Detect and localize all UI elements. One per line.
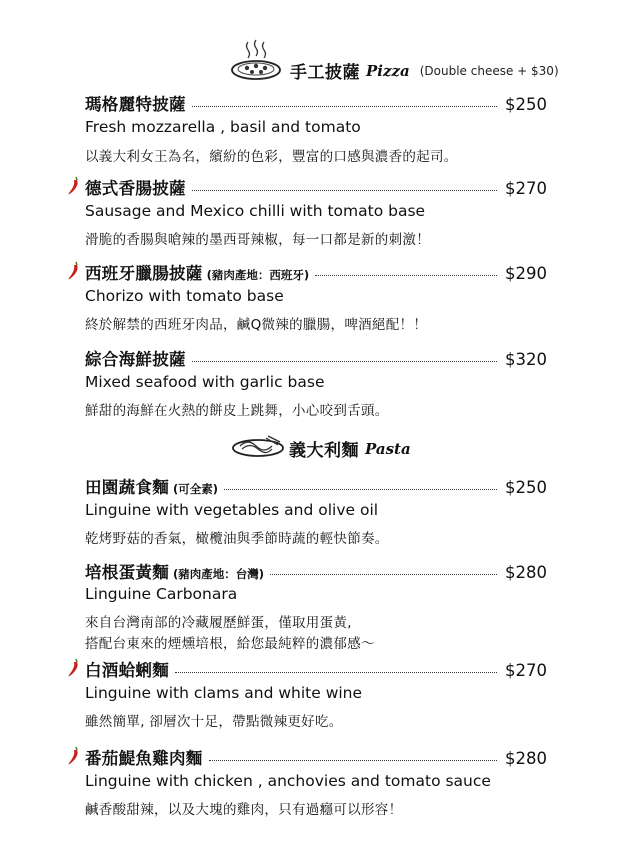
menu-item-line [85, 346, 547, 370]
pasta-title-en: Pasta [365, 439, 411, 458]
item-description-en: Sausage and Mexico chilli with tomato base [85, 202, 426, 220]
item-description-en: Linguine with chicken , anchovies and tomato sauce [85, 772, 491, 790]
item-description-cn: 鹹香酸甜辣，以及大塊的雞肉，只有過癮可以形容！ [85, 802, 403, 818]
item-description-cn: 鮮甜的海鮮在火熱的餅皮上跳舞，小心咬到舌頭。 [85, 403, 389, 419]
item-price: $280 [505, 563, 547, 582]
item-price: $290 [505, 264, 547, 283]
item-description-en: Mixed seafood with garlic base [85, 373, 325, 391]
pizza-icon [228, 38, 284, 82]
dot-leader [192, 106, 497, 107]
dot-leader [192, 190, 497, 191]
item-name: 德式香腸披薩 [85, 179, 186, 198]
dot-leader [192, 361, 497, 362]
pizza-title-cn: 手工披薩 [290, 63, 360, 83]
item-name: 綜合海鮮披薩 [85, 350, 186, 369]
item-description-en: Linguine with clams and white wine [85, 684, 363, 702]
item-note: (豬肉產地：西班牙) [206, 268, 310, 282]
item-description-en: Chorizo with tomato base [85, 287, 284, 305]
pasta-title-cn: 義大利麵 [289, 441, 359, 461]
item-name: 西班牙臘腸披薩 [85, 264, 203, 283]
item-price: $270 [505, 179, 547, 198]
chili-icon [66, 261, 80, 281]
item-price: $250 [505, 478, 547, 497]
dot-leader [224, 489, 497, 490]
item-name: 白酒蛤蜊麵 [85, 661, 169, 680]
menu-item-line [85, 745, 547, 769]
menu-item-line [85, 657, 547, 681]
item-price: $270 [505, 661, 547, 680]
item-price: $320 [505, 350, 547, 369]
pizza-title-en: Pizza [366, 61, 410, 80]
item-name: 培根蛋黃麵 [85, 563, 169, 582]
dot-leader [209, 760, 497, 761]
menu-item-line [85, 474, 547, 498]
dot-leader [315, 275, 497, 276]
item-description-cn: 雖然簡單, 卻層次十足，帶點微辣更好吃。 [85, 714, 343, 730]
pizza-section-header [290, 58, 559, 83]
menu-item-line [85, 91, 547, 115]
chili-icon [66, 658, 80, 678]
item-note: (可全素) [173, 482, 219, 496]
menu-item-line [85, 559, 547, 583]
item-description-cn: 以義大利女王為名，繽紛的色彩，豐富的口感與濃香的起司。 [85, 149, 458, 165]
chili-icon [66, 176, 80, 196]
menu-item-line [85, 260, 547, 284]
item-price: $280 [505, 749, 547, 768]
item-description-cn: 乾烤野菇的香氣，橄欖油與季節時蔬的輕快節奏。 [85, 531, 389, 547]
item-price: $250 [505, 95, 547, 114]
item-description-en: Linguine Carbonara [85, 585, 238, 603]
pasta-icon [230, 430, 286, 460]
item-description-cn: 搭配台東來的煙燻培根，給您最純粹的濃郁感～ [85, 636, 375, 652]
item-name: 瑪格麗特披薩 [85, 95, 186, 114]
item-description-cn: 來自台灣南部的冷藏履歷鮮蛋，僅取用蛋黃, [85, 615, 352, 631]
dot-leader [270, 574, 497, 575]
item-name: 田園蔬食麵 [85, 478, 169, 497]
item-name: 番茄鯷魚雞肉麵 [85, 749, 203, 768]
item-description-cn: 滑脆的香腸與嗆辣的墨西哥辣椒，每一口都是新的刺激！ [85, 232, 430, 248]
menu-item-line [85, 175, 547, 199]
pasta-section-header [289, 436, 411, 461]
pizza-note: (Double cheese + $30) [419, 63, 559, 78]
item-description-en: Linguine with vegetables and olive oil [85, 501, 379, 519]
chili-icon [66, 746, 80, 766]
item-description-en: Fresh mozzarella , basil and tomato [85, 118, 361, 136]
item-note: (豬肉產地：台灣) [173, 567, 265, 581]
item-description-cn: 終於解禁的西班牙肉品，鹹Q微辣的臘腸，啤酒絕配！！ [85, 317, 428, 333]
dot-leader [175, 672, 497, 673]
